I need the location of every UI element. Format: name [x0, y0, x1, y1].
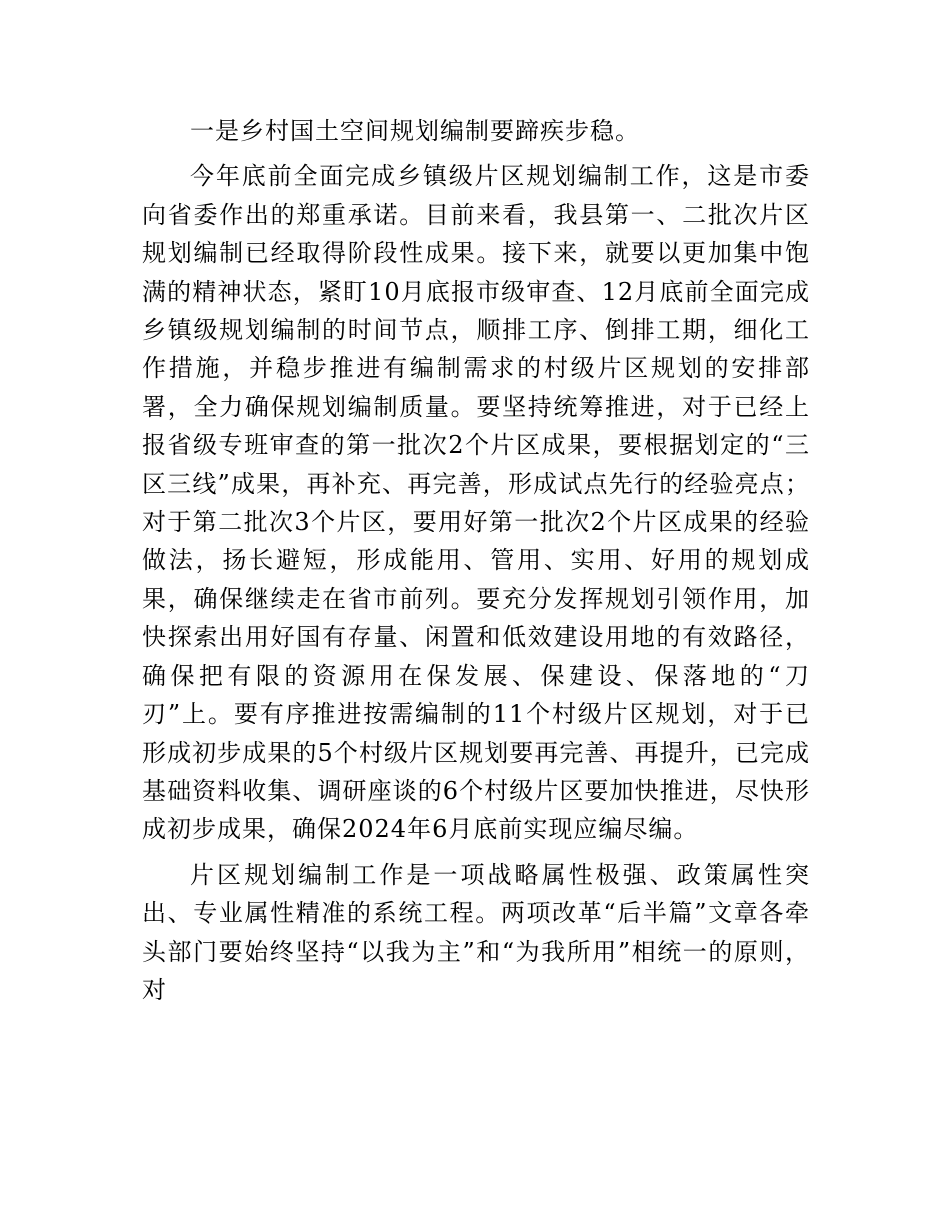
body-paragraph-2: 片区规划编制工作是一项战略属性极强、政策属性突出、专业属性精准的系统工程。两项改革“后半篇”文章各牵头部门要始终坚持“以我为主”和“为我所用”相统一的原则，对 [142, 860, 810, 1004]
body-paragraph-1: 今年底前全面完成乡镇级片区规划编制工作，这是市委向省委作出的郑重承诺。目前来看，我县第一、二批次片区规划编制已经取得阶段性成果。接下来，就要以更加集中饱满的精神状态，紧盯10月底报市级审查、12月底前全面完成乡镇级规划编制的时间节点，顺排工序、倒排工期，细化工作措施，并稳步推进有编制需求的村级片区规划的安排部署，全力确保规划编制质量。要坚持统筹推进，对于已经上报省级专班审查的第一批次2个片区成果，要根据划定的“三区三线”成果，再补充、再完善，形成试点先行的经验亮点；对于第二批次3个片区，要用好第一批次2个片区成果的经验做法，扬长避短，形成能用、管用、实用、好用的规划成果，确保继续走在省市前列。要充分发挥规划引领作用，加快探索出用好国有存量、闲置和低效建设用地的有效路径，确保把有限的资源用在保发展、保建设、保落地的“刀刃”上。要有序推进按需编制的11个村级片区规划，对于已形成初步成果的5个村级片区规划要再完善、再提升，已完成基础资料收集、调研座谈的6个村级片区要加快推进，尽快形成初步成果，确保2024年6月底前实现应编尽编。 [142, 162, 810, 844]
document-body [142, 112, 810, 1009]
section-heading: 一是乡村国土空间规划编制要蹄疾步稳。 [190, 117, 640, 145]
